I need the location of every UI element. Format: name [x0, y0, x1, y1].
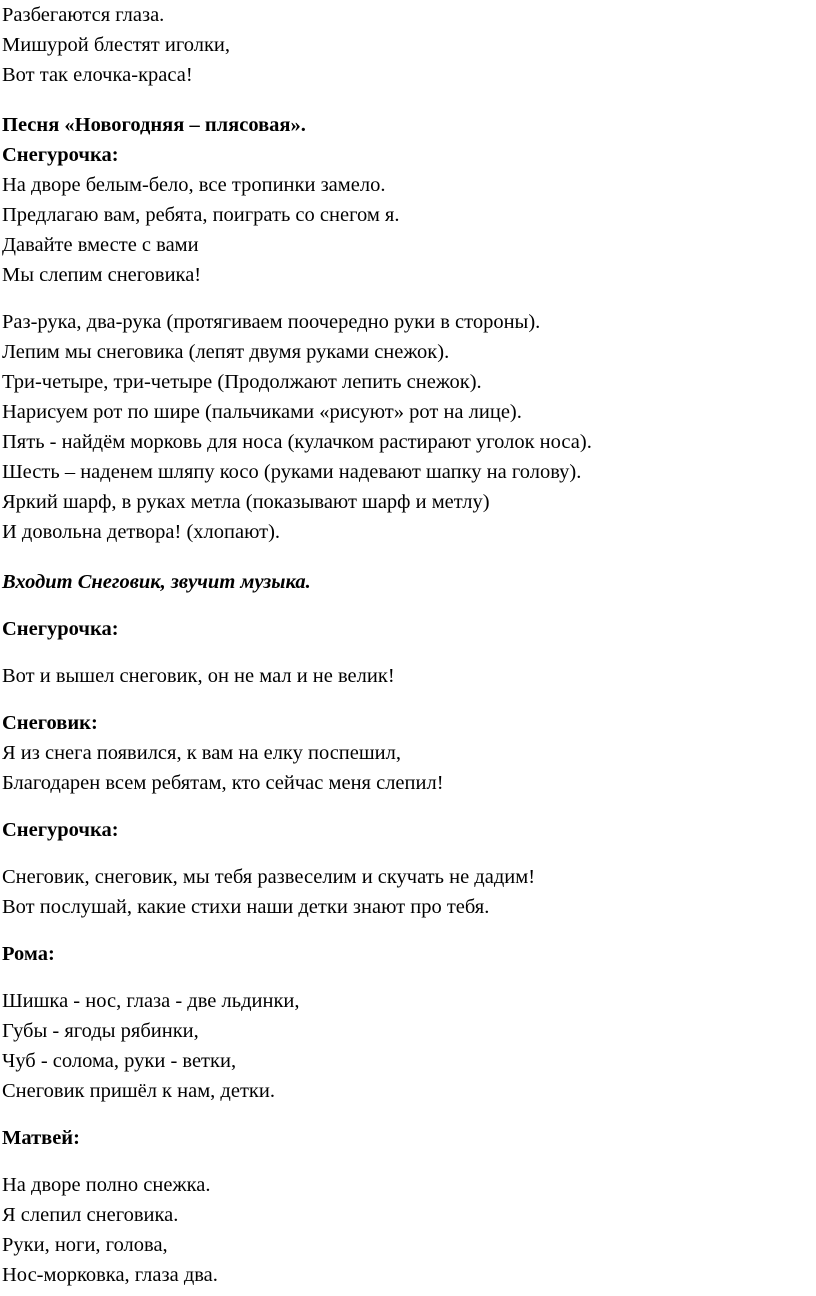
- dialogue-line: Мы слепим снеговика!: [2, 264, 202, 286]
- speaker-label: Снегурочка:: [2, 618, 119, 640]
- dialogue-line: Давайте вместе с вами: [2, 234, 199, 256]
- poem-line: Руки, ноги, голова,: [2, 1234, 168, 1256]
- dialogue-line: Благодарен всем ребятам, кто сейчас меня слепил!: [2, 772, 444, 794]
- song-title: Песня «Новогодняя – плясовая».: [2, 114, 306, 136]
- poem-line: Нос-морковка, глаза два.: [2, 1264, 218, 1286]
- game-line: Яркий шарф, в руках метла (показывают шарф и метлу): [2, 491, 490, 513]
- verse-line: Мишурой блестят иголки,: [2, 34, 231, 56]
- speaker-label: Рома:: [2, 943, 55, 965]
- document-page: [2, 0, 816, 1296]
- dialogue-line: Предлагаю вам, ребята, поиграть со снегом я.: [2, 204, 400, 226]
- speaker-label: Снегурочка:: [2, 819, 119, 841]
- speaker-label: Матвей:: [2, 1127, 80, 1149]
- poem-line: Я слепил снеговика.: [2, 1204, 179, 1226]
- poem-line: Шишка - нос, глаза - две льдинки,: [2, 990, 300, 1012]
- speaker-label: Снегурочка:: [2, 144, 119, 166]
- dialogue-line: Вот послушай, какие стихи наши детки знают про тебя.: [2, 896, 490, 918]
- dialogue-line: Снеговик, снеговик, мы тебя развеселим и скучать не дадим!: [2, 866, 536, 888]
- verse-line: Вот так елочка-краса!: [2, 64, 193, 86]
- dialogue-line: Я из снега появился, к вам на елку поспешил,: [2, 742, 401, 764]
- game-line: Шесть – наденем шляпу косо (руками надевают шапку на голову).: [2, 461, 582, 483]
- poem-line: Снеговик пришёл к нам, детки.: [2, 1080, 275, 1102]
- game-line: И довольна детвора! (хлопают).: [2, 521, 281, 543]
- game-line: Нарисуем рот по шире (пальчиками «рисуют» рот на лице).: [2, 401, 522, 423]
- dialogue-line: На дворе белым-бело, все тропинки замело.: [2, 174, 386, 196]
- dialogue-line: Вот и вышел снеговик, он не мал и не велик!: [2, 665, 395, 687]
- game-line: Раз-рука, два-рука (протягиваем поочередно руки в стороны).: [2, 311, 541, 333]
- speaker-label: Снеговик:: [2, 712, 98, 734]
- verse-line: Разбегаются глаза.: [2, 4, 165, 26]
- game-line: Три-четыре, три-четыре (Продолжают лепить снежок).: [2, 371, 482, 393]
- stage-direction: Входит Снеговик, звучит музыка.: [2, 571, 311, 593]
- game-line: Пять - найдём морковь для носа (кулачком растирают уголок носа).: [2, 431, 592, 453]
- poem-line: Чуб - солома, руки - ветки,: [2, 1050, 237, 1072]
- poem-line: На дворе полно снежка.: [2, 1174, 211, 1196]
- poem-line: Губы - ягоды рябинки,: [2, 1020, 199, 1042]
- game-line: Лепим мы снеговика (лепят двумя руками снежок).: [2, 341, 450, 363]
